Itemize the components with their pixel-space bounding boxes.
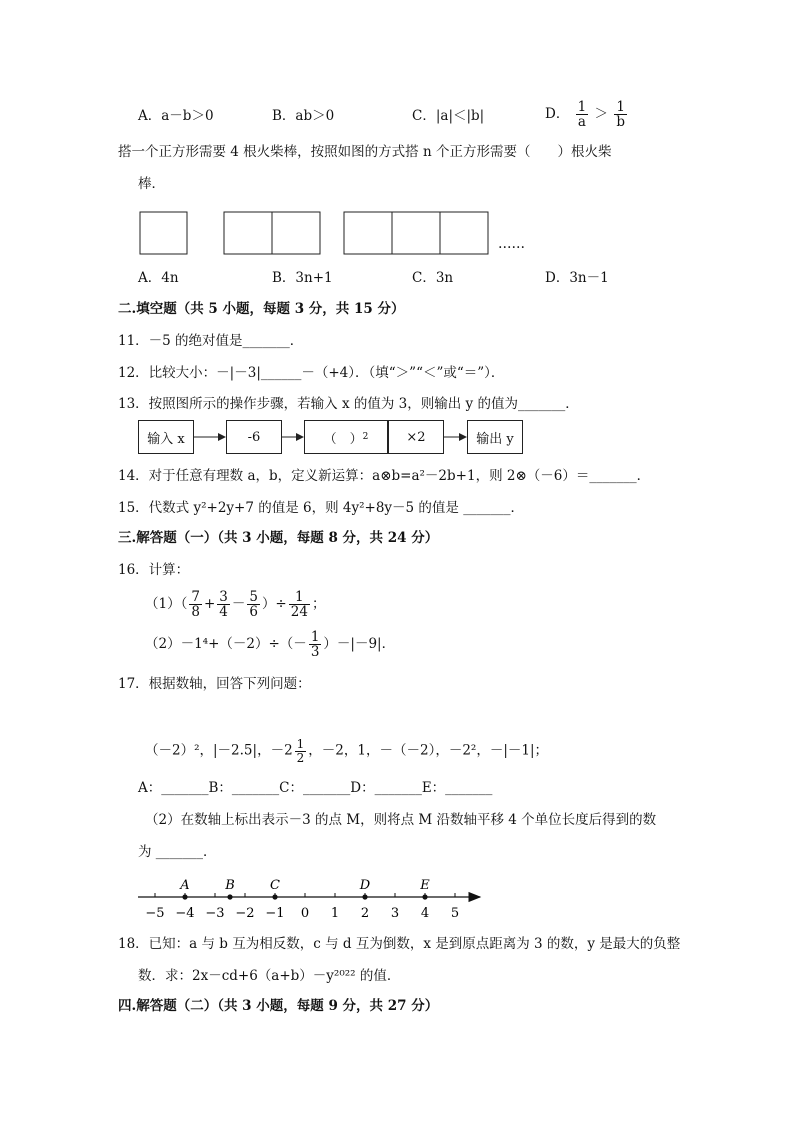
q9-option-a-letter: A． <box>138 108 162 124</box>
number-line-point-a <box>182 894 187 899</box>
q12-text: 12．比较大小：－|－3|______－（+4）．（填“＞”“＜”或“＝”）． <box>118 365 505 381</box>
q10-square-2a <box>224 212 272 254</box>
number-line-point-label-b: B <box>225 878 235 893</box>
q9-option-d-letter: D． <box>545 105 570 122</box>
q17-numbers-post: ，－2，1，－（－2），－2²，－|－1|； <box>308 742 549 759</box>
q14-text: 14．对于任意有理数 a，b，定义新运算：a⊗b=a²－2b+1，则 2⊗（－6）＝_______． <box>118 468 651 484</box>
number-line-point-label-d: D <box>359 878 371 893</box>
q17-answer-blanks: A：_______B：_______C：_______D：_______E：_______ <box>138 780 493 796</box>
q16-part1 <box>145 590 325 619</box>
section-4-title: 四.解答题（二）（共 3 小题，每题 9 分，共 27 分） <box>118 998 439 1014</box>
q9-option-c-letter: C． <box>412 108 436 124</box>
number-line-tick-label: 2 <box>360 906 370 921</box>
q15-text: 15．代数式 y²+2y+7 的值是 6，则 4y²+8y－5 的值是 _______． <box>118 500 524 516</box>
q13-flow-input: 输入 x <box>138 420 194 454</box>
q13-flow-step2-paren: （ ） <box>323 431 363 447</box>
q16-part1-frac-1-24: $\frac{1}{24}$ <box>290 589 308 621</box>
q17-part2-line1: （2）在数轴上标出表示－3 的点 M，则将点 M 沿数轴平移 4 个单位长度后得到的数 <box>145 812 657 828</box>
q9-option-d <box>545 100 629 129</box>
q16-part1-frac-5-6: $\frac{5}{6}$ <box>249 589 258 621</box>
q16-part1-plus: + <box>203 595 216 612</box>
q16-part1-minus: － <box>231 595 246 612</box>
q10-stem-line1: 搭一个正方形需要 4 根火柴棒，按照如图的方式搭 n 个正方形需要（ ）根火柴 <box>118 144 612 160</box>
number-line-tick-label: 0 <box>300 906 310 921</box>
number-line-tick-label: −1 <box>265 906 285 921</box>
q9-option-b-letter: B． <box>272 108 296 124</box>
q10-stem-line2: 棒． <box>138 176 165 192</box>
q9-option-a <box>138 110 214 124</box>
number-line-point-label-c: C <box>270 878 280 893</box>
q10-option-c: C．3n <box>412 270 454 286</box>
q16-part1-frac-7-8: $\frac{7}{8}$ <box>191 589 200 621</box>
q9-option-c-expr: |a|＜|b| <box>435 108 485 124</box>
number-line-point-c <box>272 894 277 899</box>
number-line-tick-label: 5 <box>450 906 460 921</box>
q9-option-d-frac-1: $\frac{1}{a}$ <box>577 99 587 131</box>
number-line-point-b <box>227 894 232 899</box>
q10-option-b: B．3n+1 <box>272 270 333 286</box>
q13-flow-step2-exponent: 2 <box>362 432 369 442</box>
number-line-point-label-e: E <box>420 878 430 893</box>
q10-square-1 <box>140 212 187 254</box>
number-line-tick-label: 3 <box>390 906 400 921</box>
q16-part1-frac-3-4: $\frac{3}{4}$ <box>219 589 228 621</box>
q17-mixed-frac: $\frac{1}{2}$ <box>296 737 305 765</box>
q17-numbers-list <box>145 738 548 764</box>
q16-part2-end: ）－|－9|． <box>323 635 396 652</box>
q10-matchstick-figure <box>138 208 558 258</box>
q13-flow-step1: -6 <box>226 420 282 454</box>
q9-option-b-expr: ab＞0 <box>295 108 335 124</box>
number-line-tick-label: −3 <box>205 906 225 921</box>
q16-part1-close: ）÷ <box>261 595 287 612</box>
number-line-tick-label: −5 <box>145 906 165 921</box>
number-line-tick-label: −2 <box>235 906 255 921</box>
q10-square-3a <box>344 212 392 254</box>
q16-part2-frac-1-3: $\frac{1}{3}$ <box>310 629 320 661</box>
q17-text: 17．根据数轴，回答下列问题： <box>118 676 311 692</box>
q10-square-2b <box>272 212 320 254</box>
section-2-title: 二.填空题（共 5 小题，每题 3 分，共 15 分） <box>118 301 405 317</box>
q13-flow-step3: ×2 <box>388 420 444 454</box>
q16-part2-label: （2） <box>145 635 181 652</box>
q16-part1-end: ； <box>311 595 326 612</box>
number-line-point-label-a: A <box>180 878 190 893</box>
section-3-title: 三.解答题（一）（共 3 小题，每题 8 分，共 24 分） <box>118 530 439 546</box>
q17-numbers-pre: （－2）²，|－2.5|，－2 <box>145 742 293 759</box>
q9-option-a-expr: a－b＞0 <box>161 108 214 124</box>
number-line-tick-label: −4 <box>175 906 195 921</box>
q17-part2-line2: 为 _______． <box>138 844 217 860</box>
number-line-point-d <box>362 894 367 899</box>
q16-text: 16．计算： <box>118 562 190 578</box>
q16-part1-open: （ <box>180 595 188 612</box>
q9-option-d-compare: ＞ <box>594 105 609 122</box>
q16-part2 <box>145 630 395 659</box>
q10-square-3b <box>392 212 440 254</box>
q10-ellipsis: …… <box>498 236 525 252</box>
q10-square-3c <box>440 212 488 254</box>
number-line-point-e <box>422 894 427 899</box>
number-line-tick-label: 4 <box>420 906 430 921</box>
q18-line1: 18．已知：a 与 b 互为相反数，c 与 d 互为倒数，x 是到原点距离为 3 的数，y 是最大的负整 <box>118 936 681 952</box>
q9-option-d-frac-2: $\frac{1}{b}$ <box>616 99 625 131</box>
q10-option-a: A．4n <box>138 270 179 286</box>
q13-flow-output: 输出 y <box>467 420 523 454</box>
q16-part2-expr: －1⁴+（－2）÷（－ <box>180 635 307 652</box>
q16-part1-label: （1） <box>145 595 181 612</box>
q9-option-b <box>272 110 334 124</box>
q10-option-d: D．3n－1 <box>545 270 609 286</box>
q18-line2: 数．求：2x－cd+6（a+b）－y²⁰²² 的值． <box>138 968 401 984</box>
q13-flow-arrows <box>0 418 794 458</box>
q9-option-c <box>412 110 484 124</box>
number-line-tick-label: 1 <box>330 906 340 921</box>
q11-text: 11．－5 的绝对值是_______． <box>118 333 304 349</box>
q13-text: 13．按照图所示的操作步骤，若输入 x 的值为 3，则输出 y 的值为_______． <box>118 396 579 412</box>
q17-number-line <box>130 870 530 930</box>
